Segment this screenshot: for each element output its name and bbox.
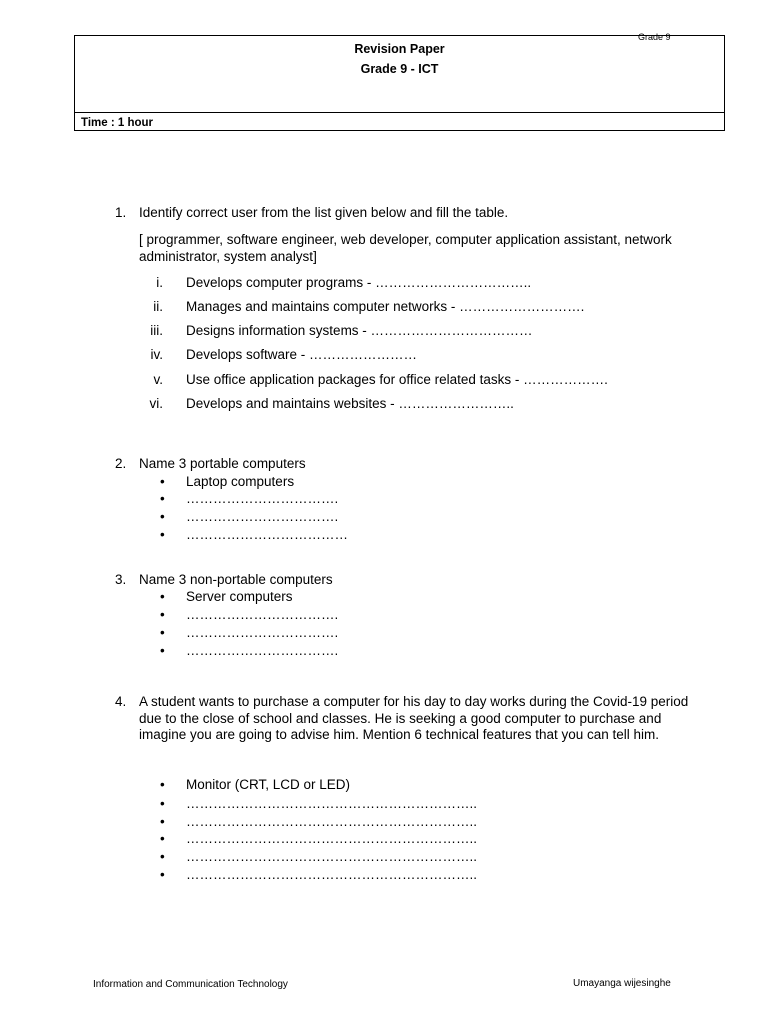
bullet-text: ……………………………. <box>186 643 339 658</box>
bullet-icon: • <box>160 814 165 829</box>
item-text: Manages and maintains computer networks - ………………………. <box>186 299 585 314</box>
bullet-icon: • <box>160 867 165 882</box>
bullet-text: ……………………………… <box>186 527 348 542</box>
item-number: iv. <box>150 347 163 362</box>
footer-subject: Information and Communication Technology <box>93 979 288 990</box>
question-number: 4. <box>115 694 127 709</box>
question-1-options: [ programmer, software engineer, web developer, computer application assistant, network administrator, system analyst] <box>139 232 672 264</box>
bullet-text: Monitor (CRT, LCD or LED) <box>186 777 351 792</box>
bullet-text: Server computers <box>186 589 293 604</box>
time-row <box>75 112 724 132</box>
bullet-icon: • <box>160 777 165 792</box>
bullet-text: ……………………………. <box>186 509 339 524</box>
item-number: v. <box>153 372 163 387</box>
header-box <box>74 35 725 131</box>
item-text: Designs information systems - ……………………………… <box>186 323 533 338</box>
bullet-icon: • <box>160 831 165 846</box>
bullet-icon: • <box>160 474 165 489</box>
bullet-text: ……………………………. <box>186 491 339 506</box>
footer-author: Umayanga wijesinghe <box>573 978 671 989</box>
bullet-text: ……………………………. <box>186 607 339 622</box>
bullet-text: ……………………………………………………….. <box>186 849 478 864</box>
paper-subtitle: Grade 9 - ICT <box>360 62 439 76</box>
bullet-text: ……………………………………………………….. <box>186 831 478 846</box>
bullet-text: ……………………………………………………….. <box>186 867 478 882</box>
bullet-icon: • <box>160 849 165 864</box>
item-number: vi. <box>149 396 163 411</box>
list-item <box>115 372 715 390</box>
item-number: iii. <box>150 323 163 338</box>
item-text: Develops software - …………………… <box>186 347 418 362</box>
bullet-icon: • <box>160 607 165 622</box>
corner-grade-label: Grade 9 <box>638 32 671 42</box>
list-item <box>115 323 715 341</box>
bullet-text: Laptop computers <box>186 474 295 489</box>
item-text: Use office application packages for office related tasks - ………………. <box>186 372 608 387</box>
bullet-icon: • <box>160 589 165 604</box>
paper-title: Revision Paper <box>354 42 445 56</box>
bullet-icon: • <box>160 509 165 524</box>
bullet-icon: • <box>160 796 165 811</box>
bullet-text: ……………………………. <box>186 625 339 640</box>
item-text: Develops and maintains websites - …………………….. <box>186 396 514 411</box>
question-text: Identify correct user from the list given below and fill the table. <box>139 205 509 220</box>
list-item <box>115 347 715 365</box>
question-number: 2. <box>115 456 127 471</box>
list-item <box>115 275 715 293</box>
list-item <box>115 396 715 414</box>
bullet-icon: • <box>160 491 165 506</box>
item-number: i. <box>156 275 163 290</box>
question-text: Name 3 portable computers <box>139 456 306 471</box>
bullet-icon: • <box>160 527 165 542</box>
question-number: 1. <box>115 205 127 220</box>
time-label: Time : 1 hour <box>81 117 153 129</box>
bullet-text: ……………………………………………………….. <box>186 796 478 811</box>
item-number: ii. <box>153 299 163 314</box>
bullet-icon: • <box>160 625 165 640</box>
list-item <box>115 299 715 317</box>
question-text: Name 3 non-portable computers <box>139 572 333 587</box>
item-text: Develops computer programs - …………………………….. <box>186 275 532 290</box>
question-number: 3. <box>115 572 127 587</box>
bullet-text: ……………………………………………………….. <box>186 814 478 829</box>
bullet-icon: • <box>160 643 165 658</box>
question-text: A student wants to purchase a computer for his day to day works during the Covid-19 period due to the close of school and classes. He is seeking a good computer to purchase and imagine you are going to advise him. Mention 6 technical features that you can tell him. <box>139 694 689 742</box>
